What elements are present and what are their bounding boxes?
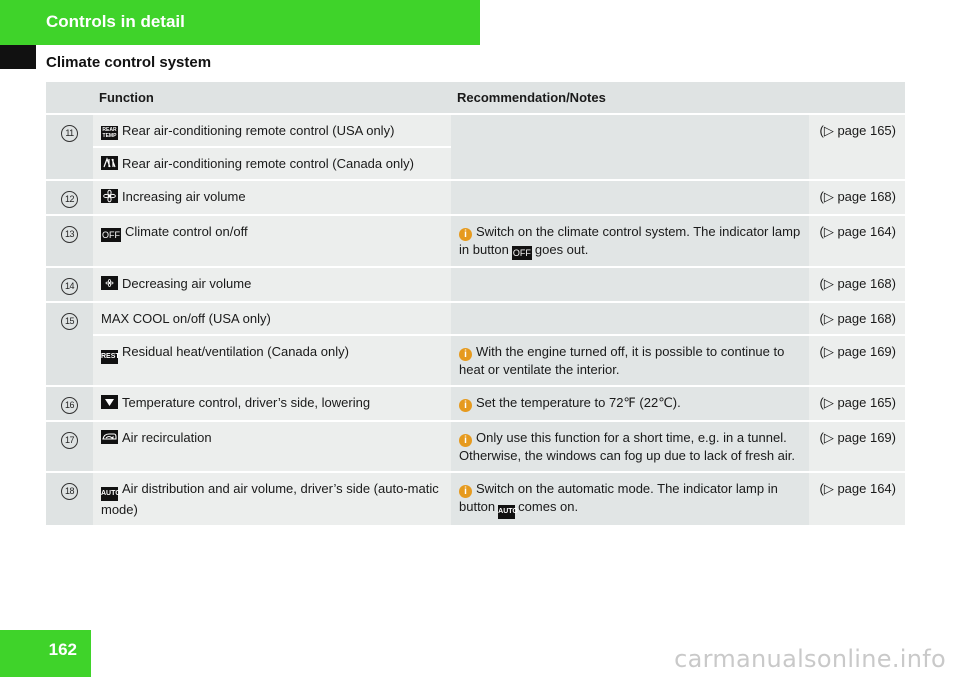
table-row xyxy=(46,472,905,526)
row-number-cell xyxy=(46,180,93,215)
item-number: 14 xyxy=(61,278,78,295)
section-title: Controls in detail xyxy=(46,12,185,31)
page-reference[interactable]: (▷ page 168) xyxy=(809,267,905,302)
function-cell xyxy=(93,472,451,526)
page-subtitle: Climate control system xyxy=(46,54,212,71)
notes-cell xyxy=(451,302,809,335)
note-text: goes out. xyxy=(534,242,589,257)
function-cell xyxy=(93,386,451,421)
function-cell xyxy=(93,215,451,267)
page-reference[interactable]: (▷ page 168) xyxy=(809,302,905,335)
table-row xyxy=(46,114,905,147)
info-icon: i xyxy=(459,434,472,447)
item-number: 18 xyxy=(61,483,78,500)
row-number-cell xyxy=(46,421,93,472)
auto-button-icon: AUTO xyxy=(498,505,515,519)
page-number: 162 xyxy=(48,640,77,659)
note-text: Switch on the automatic mode. The indicator lamp in button xyxy=(459,481,778,514)
controls-table xyxy=(46,82,905,527)
item-number: 13 xyxy=(61,226,78,243)
row-number-cell xyxy=(46,267,93,302)
recirculation-icon xyxy=(101,430,118,444)
function-text: Residual heat/ventilation (Canada only) xyxy=(122,344,349,359)
triangle-down-icon xyxy=(101,395,118,409)
function-text: MAX COOL on/off (USA only) xyxy=(101,311,271,326)
table-row xyxy=(46,267,905,302)
rest-button-icon: REST xyxy=(101,350,118,364)
page-reference[interactable]: (▷ page 165) xyxy=(809,114,905,180)
function-cell xyxy=(93,114,451,147)
notes-cell xyxy=(451,180,809,215)
function-text: Decreasing air volume xyxy=(122,276,252,291)
notes-cell xyxy=(451,472,809,526)
info-icon: i xyxy=(459,485,472,498)
function-text: Rear air-conditioning remote control (USA only) xyxy=(122,123,395,138)
auto-button-icon: AUTO xyxy=(101,487,118,501)
page-reference[interactable]: (▷ page 164) xyxy=(809,215,905,267)
off-button-icon: OFF xyxy=(102,230,120,240)
rear-temp-button-icon: REAR TEMP xyxy=(102,127,117,139)
off-button-icon: OFF xyxy=(512,248,531,258)
notes-cell xyxy=(451,421,809,472)
notes-cell xyxy=(451,215,809,267)
note-text: Set the temperature to 72℉ (22℃). xyxy=(476,395,681,410)
function-cell xyxy=(93,421,451,472)
section-tab-marker xyxy=(0,45,36,69)
info-icon: i xyxy=(459,228,472,241)
row-number-cell xyxy=(46,114,93,180)
function-text: Increasing air volume xyxy=(122,189,246,204)
table-row xyxy=(46,386,905,421)
notes-cell xyxy=(451,386,809,421)
row-number-cell xyxy=(46,472,93,526)
function-text: Air distribution and air volume, driver’s side (auto-matic mode) xyxy=(101,481,439,517)
item-number: 17 xyxy=(61,432,78,449)
notes-cell xyxy=(451,114,809,180)
row-number-cell xyxy=(46,302,93,386)
notes-cell xyxy=(451,335,809,386)
function-cell xyxy=(93,335,451,386)
table-row xyxy=(46,180,905,215)
column-header-notes: Recommendation/Notes xyxy=(451,82,809,114)
column-header-function: Function xyxy=(93,82,451,114)
item-number: 12 xyxy=(61,191,78,208)
page-reference[interactable]: (▷ page 169) xyxy=(809,421,905,472)
table-header-row xyxy=(46,82,905,114)
function-cell xyxy=(93,180,451,215)
table-row xyxy=(46,302,905,335)
page-reference[interactable]: (▷ page 168) xyxy=(809,180,905,215)
note-text: With the engine turned off, it is possible to continue to heat or ventilate the interior. xyxy=(459,344,785,377)
function-text: Air recirculation xyxy=(122,430,212,445)
fan-decrease-icon xyxy=(101,276,118,290)
note-text: comes on. xyxy=(518,499,579,514)
function-cell xyxy=(93,147,451,180)
page-reference[interactable]: (▷ page 165) xyxy=(809,386,905,421)
item-number: 11 xyxy=(61,125,78,142)
note-text: Only use this function for a short time, e.g. in a tunnel. Otherwise, the windows can fog up due to lack of fresh air. xyxy=(459,430,796,463)
function-text: Climate control on/off xyxy=(125,224,248,239)
item-number: 16 xyxy=(61,397,78,414)
row-number-cell xyxy=(46,215,93,267)
rear-climate-icon xyxy=(101,156,118,170)
page-reference[interactable]: (▷ page 164) xyxy=(809,472,905,526)
column-header-reference xyxy=(809,82,905,114)
table-row xyxy=(46,215,905,267)
function-text: Temperature control, driver’s side, lowering xyxy=(122,395,371,410)
info-icon: i xyxy=(459,348,472,361)
page-number-box xyxy=(0,630,91,677)
notes-cell xyxy=(451,267,809,302)
section-title-bar xyxy=(0,0,480,45)
page-reference[interactable]: (▷ page 169) xyxy=(809,335,905,386)
function-text: Rear air-conditioning remote control (Canada only) xyxy=(122,156,414,171)
watermark: carmanualsonline.info xyxy=(674,645,946,673)
item-number: 15 xyxy=(61,313,78,330)
column-header-number xyxy=(46,82,93,114)
function-cell xyxy=(93,267,451,302)
fan-increase-icon xyxy=(101,189,118,203)
row-number-cell xyxy=(46,386,93,421)
info-icon: i xyxy=(459,399,472,412)
function-cell xyxy=(93,302,451,335)
table-row xyxy=(46,335,905,386)
table-row xyxy=(46,421,905,472)
note-text: Switch on the climate control system. The indicator lamp in button xyxy=(459,224,801,257)
